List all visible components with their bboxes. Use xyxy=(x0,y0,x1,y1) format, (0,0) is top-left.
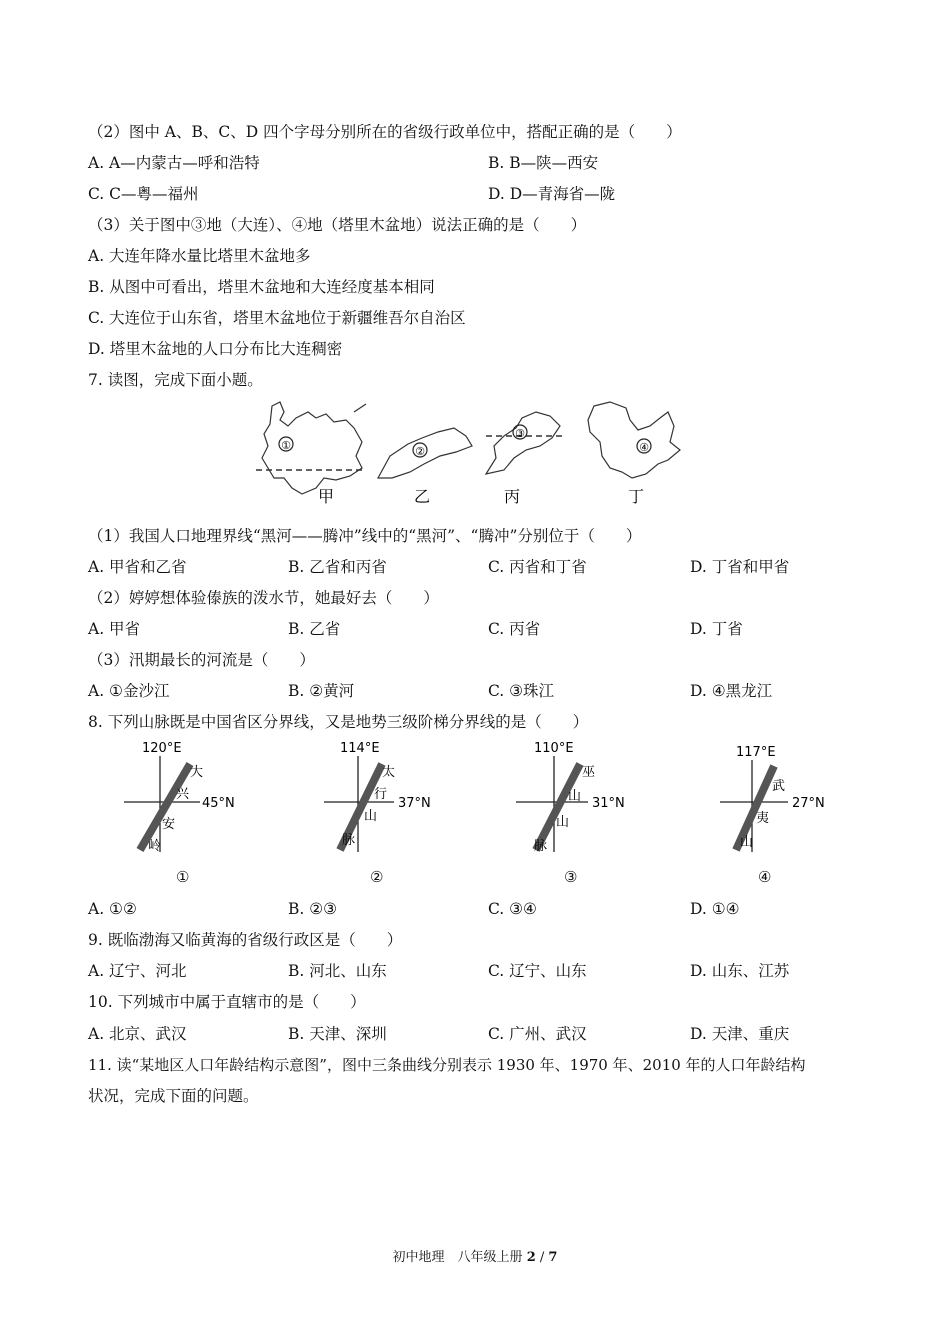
map-number-3: ③ xyxy=(515,427,525,440)
q9-option-a: A. 辽宁、河北 xyxy=(88,962,187,980)
diagram-3-char-2: 山 xyxy=(568,789,582,804)
diagram-4-longitude: 117°E xyxy=(736,745,776,760)
diagram-2-longitude: 114°E xyxy=(340,741,380,756)
footer-page-number: 2 xyxy=(526,1250,536,1265)
diagram-2-char-2: 行 xyxy=(374,787,388,802)
q10-option-a: A. 北京、武汉 xyxy=(88,1025,187,1043)
footer-subject: 初中地理 八年级上册 xyxy=(392,1250,523,1265)
diagram-2-char-4: 脉 xyxy=(342,833,356,848)
diagram-4-char-1: 武 xyxy=(772,779,786,794)
q8-option-a: A. ①② xyxy=(88,900,137,918)
map-number-4: ④ xyxy=(639,441,649,454)
diagram-3-char-1: 巫 xyxy=(582,765,596,780)
q8-option-b: B. ②③ xyxy=(288,900,338,918)
q10-option-d: D. 天津、重庆 xyxy=(690,1025,790,1043)
q7-sub2-option-a: A. 甲省 xyxy=(88,620,141,638)
q6-sub3-option-d: D. 塔里木盆地的人口分布比大连稠密 xyxy=(88,340,343,358)
q9-option-b: B. 河北、山东 xyxy=(288,962,387,980)
q6-sub2-stem: （2）图中 A、B、C、D 四个字母分别所在的省级行政单位中，搭配正确的是（ ） xyxy=(88,123,682,141)
diagram-2-latitude: 37°N xyxy=(398,796,431,811)
q10-option-b: B. 天津、深圳 xyxy=(288,1025,387,1043)
mountain-diagram-3 xyxy=(512,740,652,858)
q8-option-c: C. ③④ xyxy=(488,900,537,918)
map-label-bing: 丙 xyxy=(503,487,521,506)
diagram-1-char-4: 岭 xyxy=(148,839,162,854)
page-footer xyxy=(0,1246,950,1265)
q7-sub1-option-b: B. 乙省和丙省 xyxy=(288,558,387,576)
q6-sub2-option-d: D. D—青海省—陇 xyxy=(488,185,616,203)
diagram-2-caption: ② xyxy=(370,868,384,886)
map-label-yi: 乙 xyxy=(413,487,431,506)
diagram-2-char-3: 山 xyxy=(364,809,378,824)
diagram-3-char-4: 脉 xyxy=(534,839,548,854)
q7-sub2-option-c: C. 丙省 xyxy=(488,620,541,638)
q9-stem: 9. 既临渤海又临黄海的省级行政区是（ ） xyxy=(88,931,403,949)
q6-sub3-stem: （3）关于图中③地（大连）、④地（塔里木盆地）说法正确的是（ ） xyxy=(88,216,587,234)
q7-sub3-option-d: D. ④黑龙江 xyxy=(690,682,773,700)
diagram-1-char-1: 大 xyxy=(190,765,204,780)
diagram-1-longitude: 120°E xyxy=(142,741,182,756)
q7-sub2-option-b: B. 乙省 xyxy=(288,620,341,638)
q6-sub2-option-b: B. B—陕—西安 xyxy=(488,154,599,172)
footer-total-pages: 7 xyxy=(548,1250,558,1265)
q7-sub3-option-a: A. ①金沙江 xyxy=(88,682,170,700)
province-outline-maps xyxy=(250,398,700,510)
mountain-diagram-1 xyxy=(118,740,258,858)
map-number-1: ① xyxy=(281,439,291,452)
diagram-4-latitude: 27°N xyxy=(792,796,825,811)
q7-sub3-option-b: B. ②黄河 xyxy=(288,682,355,700)
q10-option-c: C. 广州、武汉 xyxy=(488,1025,587,1043)
q7-sub1-option-a: A. 甲省和乙省 xyxy=(88,558,187,576)
q7-sub3-option-c: C. ③珠江 xyxy=(488,682,555,700)
map-label-ding: 丁 xyxy=(627,487,645,506)
q11-stem-line-2: 状况，完成下面的问题。 xyxy=(88,1087,259,1105)
diagram-4-char-3: 山 xyxy=(740,835,754,850)
q7-sub3-stem: （3）汛期最长的河流是（ ） xyxy=(88,651,315,669)
q7-stem: 7. 读图，完成下面小题。 xyxy=(88,371,263,389)
diagram-3-longitude: 110°E xyxy=(534,741,574,756)
mountain-diagram-2 xyxy=(318,740,458,858)
q8-option-d: D. ①④ xyxy=(690,900,740,918)
q6-sub3-option-c: C. 大连位于山东省，塔里木盆地位于新疆维吾尔自治区 xyxy=(88,309,466,327)
diagram-3-latitude: 31°N xyxy=(592,796,625,811)
diagram-4-caption: ④ xyxy=(758,868,772,886)
q10-stem: 10. 下列城市中属于直辖市的是（ ） xyxy=(88,993,366,1011)
province-jia-outline xyxy=(262,402,366,494)
q7-sub2-option-d: D. 丁省 xyxy=(690,620,743,638)
q7-sub1-stem: （1）我国人口地理界线“黑河——腾冲”线中的“黑河”、“腾冲”分别位于（ ） xyxy=(88,527,642,545)
q7-sub2-stem: （2）婷婷想体验傣族的泼水节，她最好去（ ） xyxy=(88,589,439,607)
diagram-1-char-3: 安 xyxy=(162,817,176,832)
q6-sub3-option-b: B. 从图中可看出，塔里木盆地和大连经度基本相同 xyxy=(88,278,435,296)
diagram-4-char-2: 夷 xyxy=(756,811,770,826)
diagram-1-latitude: 45°N xyxy=(202,796,235,811)
diagram-2-char-1: 太 xyxy=(382,765,396,780)
map-label-jia: 甲 xyxy=(317,487,335,506)
province-ding-outline xyxy=(588,402,680,478)
map-number-2: ② xyxy=(415,445,425,458)
q6-sub2-option-c: C. C—粤—福州 xyxy=(88,185,199,203)
q9-option-c: C. 辽宁、山东 xyxy=(488,962,587,980)
q9-option-d: D. 山东、江苏 xyxy=(690,962,790,980)
q7-sub1-option-c: C. 丙省和丁省 xyxy=(488,558,587,576)
diagram-1-caption: ① xyxy=(176,868,190,886)
footer-separator: / xyxy=(539,1250,545,1265)
diagram-3-char-3: 山 xyxy=(556,815,570,830)
q7-sub1-option-d: D. 丁省和甲省 xyxy=(690,558,790,576)
diagram-3-caption: ③ xyxy=(564,868,578,886)
q8-stem: 8. 下列山脉既是中国省区分界线，又是地势三级阶梯分界线的是（ ） xyxy=(88,713,589,731)
q6-sub2-option-a: A. A—内蒙古—呼和浩特 xyxy=(88,154,260,172)
diagram-1-char-2: 兴 xyxy=(176,787,190,802)
province-yi-outline xyxy=(378,428,472,478)
province-bing-outline xyxy=(486,412,560,474)
q11-stem-line-1: 11. 读“某地区人口年龄结构示意图”，图中三条曲线分别表示 1930 年、1970 年、2010 年的人口年龄结构 xyxy=(88,1056,806,1074)
q6-sub3-option-a: A. 大连年降水量比塔里木盆地多 xyxy=(88,247,311,265)
mountain-diagram-4 xyxy=(714,740,854,858)
